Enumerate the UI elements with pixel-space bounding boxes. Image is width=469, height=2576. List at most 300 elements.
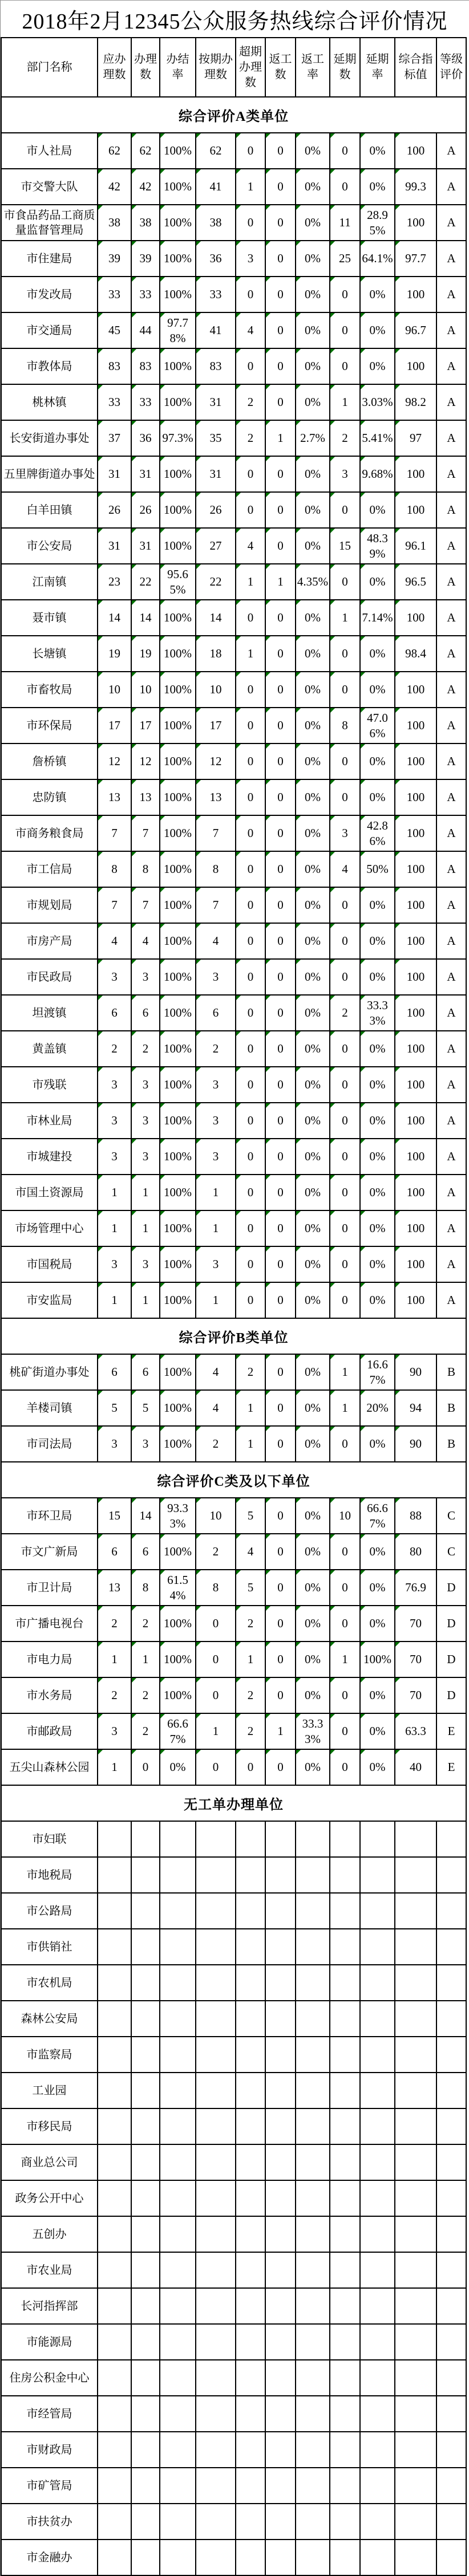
value-cell: 45 (98, 312, 131, 348)
green-triangle-icon (266, 529, 270, 533)
value-cell: 0% (296, 1210, 330, 1246)
green-triangle-icon (296, 385, 301, 389)
value-cell: 0 (265, 1246, 296, 1282)
value-cell: 100% (160, 1031, 196, 1067)
green-triangle-icon (236, 529, 241, 533)
value-cell: 6 (131, 1534, 160, 1570)
green-triangle-icon (296, 708, 301, 713)
green-triangle-icon (236, 924, 241, 928)
value-cell: 0% (360, 1749, 395, 1785)
green-triangle-icon (361, 1534, 365, 1539)
grade-cell: A (436, 851, 466, 887)
value-cell: 38 (98, 205, 131, 241)
value-cell: 100% (160, 1390, 196, 1426)
value-cell: 8 (196, 851, 236, 887)
value-cell: 0 (265, 851, 296, 887)
value-cell: 38 (196, 205, 236, 241)
grade-cell (436, 1857, 466, 1893)
green-triangle-icon (330, 421, 335, 425)
value-cell: 0% (360, 1713, 395, 1749)
table-row (1, 1282, 466, 1318)
value-cell: 4 (236, 528, 265, 564)
value-cell: 0% (296, 779, 330, 815)
value-cell (98, 2288, 131, 2324)
green-triangle-icon (98, 1678, 103, 1683)
value-cell: 0 (236, 492, 265, 528)
green-triangle-icon (132, 1427, 136, 1431)
value-cell: 0% (160, 1749, 196, 1785)
value-cell: 3 (98, 1103, 131, 1139)
value-cell (330, 1821, 360, 1857)
green-triangle-icon (236, 708, 241, 713)
value-cell (160, 2180, 196, 2216)
value-cell: 100% (160, 1210, 196, 1246)
value-cell: 36 (131, 420, 160, 456)
value-cell: 0% (360, 1426, 395, 1462)
value-cell (395, 2001, 436, 2037)
grade-cell (436, 2288, 466, 2324)
grade-cell: A (436, 420, 466, 456)
value-cell (160, 1929, 196, 1965)
value-cell: 17 (98, 708, 131, 743)
value-cell (265, 2360, 296, 2396)
value-cell (236, 2252, 265, 2288)
value-cell: 100% (160, 1642, 196, 1677)
value-cell (196, 1857, 236, 1893)
green-triangle-icon (98, 1103, 103, 1108)
value-cell (160, 2216, 196, 2252)
value-cell (160, 2252, 196, 2288)
table-row (1, 2108, 466, 2144)
green-triangle-icon (361, 780, 365, 785)
value-cell (160, 2108, 196, 2144)
green-triangle-icon (395, 1175, 400, 1180)
green-triangle-icon (361, 1283, 365, 1287)
green-triangle-icon (98, 1247, 103, 1252)
green-triangle-icon (236, 1103, 241, 1108)
grade-cell: E (436, 1749, 466, 1785)
green-triangle-icon (395, 313, 400, 318)
value-cell: 42 (98, 169, 131, 205)
green-triangle-icon (330, 313, 335, 318)
green-triangle-icon (296, 888, 301, 892)
table-row (1, 456, 466, 492)
value-cell (160, 1821, 196, 1857)
value-cell: 1 (236, 564, 265, 600)
department-cell: 市司法局 (1, 1426, 98, 1462)
department-cell: 市财政局 (1, 2432, 98, 2468)
value-cell: 0 (265, 1677, 296, 1713)
green-triangle-icon (361, 205, 365, 210)
green-triangle-icon (196, 852, 201, 856)
value-cell: 47.06% (360, 708, 395, 743)
green-triangle-icon (296, 1642, 301, 1647)
value-cell: 3 (196, 1246, 236, 1282)
value-cell: 12 (98, 743, 131, 779)
green-triangle-icon (361, 1391, 365, 1395)
value-cell: 0 (236, 779, 265, 815)
value-cell: 95.65% (160, 564, 196, 600)
value-cell: 100 (395, 1175, 436, 1210)
value-cell: 0 (265, 133, 296, 169)
value-cell: 1 (236, 1642, 265, 1677)
green-triangle-icon (266, 1031, 270, 1036)
department-cell: 市广播电视台 (1, 1606, 98, 1642)
green-triangle-icon (160, 457, 165, 461)
green-triangle-icon (296, 600, 301, 605)
green-triangle-icon (296, 1031, 301, 1036)
value-cell (265, 1965, 296, 2001)
column-header: 按期办理数 (196, 38, 236, 97)
green-triangle-icon (395, 1355, 400, 1359)
value-cell: 0% (360, 1103, 395, 1139)
value-cell: 0% (296, 528, 330, 564)
value-cell: 7 (131, 815, 160, 851)
evaluation-table (1, 37, 467, 2576)
green-triangle-icon (395, 780, 400, 785)
table-row (1, 1031, 466, 1067)
green-triangle-icon (361, 1678, 365, 1683)
green-triangle-icon (196, 133, 201, 138)
green-triangle-icon (296, 1103, 301, 1108)
value-cell: 0 (265, 995, 296, 1031)
section-header: 综合评价C类及以下单位 (1, 1462, 466, 1498)
green-triangle-icon (132, 816, 136, 820)
table-row (1, 1749, 466, 1785)
department-cell: 市妇联 (1, 1821, 98, 1857)
green-triangle-icon (361, 529, 365, 533)
section-header-row (1, 97, 466, 133)
value-cell: 4 (236, 312, 265, 348)
value-cell: 0% (360, 1677, 395, 1713)
department-cell: 市公安局 (1, 528, 98, 564)
value-cell (330, 2216, 360, 2252)
value-cell: 0% (296, 743, 330, 779)
value-cell: 42.86% (360, 815, 395, 851)
green-triangle-icon (98, 1283, 103, 1287)
green-triangle-icon (98, 924, 103, 928)
grade-cell: A (436, 312, 466, 348)
value-cell: 0 (131, 1749, 160, 1785)
value-cell: 0 (265, 1570, 296, 1606)
green-triangle-icon (296, 636, 301, 641)
value-cell: 0% (296, 241, 330, 277)
green-triangle-icon (361, 852, 365, 856)
value-cell: 0% (296, 672, 330, 708)
green-triangle-icon (395, 349, 400, 354)
value-cell: 0 (330, 1677, 360, 1713)
green-triangle-icon (266, 1139, 270, 1144)
table-row (1, 2432, 466, 2468)
value-cell (236, 2540, 265, 2575)
department-cell: 詹桥镇 (1, 743, 98, 779)
value-cell: 100% (160, 923, 196, 959)
green-triangle-icon (361, 600, 365, 605)
green-triangle-icon (98, 1534, 103, 1539)
value-cell (395, 2037, 436, 2073)
green-triangle-icon (160, 1391, 165, 1395)
green-triangle-icon (196, 1211, 201, 1216)
value-cell (395, 1929, 436, 1965)
green-triangle-icon (132, 241, 136, 246)
green-triangle-icon (132, 924, 136, 928)
value-cell: 13 (98, 779, 131, 815)
value-cell: 0% (296, 1498, 330, 1534)
green-triangle-icon (98, 241, 103, 246)
value-cell (296, 1857, 330, 1893)
green-triangle-icon (395, 888, 400, 892)
grade-cell (436, 2540, 466, 2575)
value-cell: 0 (236, 1139, 265, 1175)
green-triangle-icon (330, 1427, 335, 1431)
value-cell: 26 (196, 492, 236, 528)
value-cell: 33 (131, 384, 160, 420)
value-cell (360, 2468, 395, 2504)
value-cell: 0 (265, 636, 296, 672)
value-cell (196, 2504, 236, 2540)
grade-cell: A (436, 1282, 466, 1318)
green-triangle-icon (236, 457, 241, 461)
value-cell: 96.7 (395, 312, 436, 348)
value-cell: 42 (131, 169, 160, 205)
value-cell: 0% (360, 779, 395, 815)
value-cell (98, 2360, 131, 2396)
green-triangle-icon (361, 1175, 365, 1180)
value-cell (236, 2001, 265, 2037)
table-row (1, 1857, 466, 1893)
green-triangle-icon (196, 708, 201, 713)
value-cell: 0 (265, 959, 296, 995)
green-triangle-icon (395, 1678, 400, 1683)
value-cell: 31 (98, 456, 131, 492)
value-cell: 0% (296, 1354, 330, 1390)
value-cell: 100% (160, 205, 196, 241)
value-cell: 100% (160, 1103, 196, 1139)
value-cell (395, 1821, 436, 1857)
green-triangle-icon (395, 1642, 400, 1647)
green-triangle-icon (132, 133, 136, 138)
value-cell (131, 2252, 160, 2288)
value-cell: 97 (395, 420, 436, 456)
value-cell (296, 2144, 330, 2180)
value-cell: 0% (296, 1103, 330, 1139)
value-cell: 100 (395, 708, 436, 743)
value-cell: 1 (236, 1390, 265, 1426)
green-triangle-icon (196, 1247, 201, 1252)
green-triangle-icon (160, 996, 165, 1000)
department-cell: 市电力局 (1, 1642, 98, 1677)
table-row (1, 2180, 466, 2216)
value-cell: 0% (296, 312, 330, 348)
value-cell: 7.14% (360, 600, 395, 636)
green-triangle-icon (361, 960, 365, 964)
green-triangle-icon (395, 924, 400, 928)
green-triangle-icon (361, 349, 365, 354)
green-triangle-icon (395, 1498, 400, 1503)
department-cell: 黄盖镇 (1, 1031, 98, 1067)
green-triangle-icon (296, 241, 301, 246)
green-triangle-icon (330, 241, 335, 246)
green-triangle-icon (266, 349, 270, 354)
table-row (1, 528, 466, 564)
value-cell (131, 2108, 160, 2144)
green-triangle-icon (395, 1103, 400, 1108)
value-cell: 61.54% (160, 1570, 196, 1606)
green-triangle-icon (132, 1067, 136, 1072)
value-cell (160, 1893, 196, 1929)
value-cell: 70 (395, 1606, 436, 1642)
green-triangle-icon (330, 1139, 335, 1144)
green-triangle-icon (266, 1642, 270, 1647)
green-triangle-icon (196, 1714, 201, 1718)
green-triangle-icon (395, 636, 400, 641)
green-triangle-icon (160, 816, 165, 820)
green-triangle-icon (160, 852, 165, 856)
green-triangle-icon (132, 493, 136, 497)
green-triangle-icon (98, 457, 103, 461)
green-triangle-icon (98, 600, 103, 605)
column-header: 超期办理数 (236, 38, 265, 97)
value-cell: 26 (131, 492, 160, 528)
value-cell: 0 (330, 1534, 360, 1570)
value-cell: 100 (395, 815, 436, 851)
section-header: 无工单办理单位 (1, 1785, 466, 1821)
green-triangle-icon (98, 780, 103, 785)
value-cell (196, 2144, 236, 2180)
grade-cell: A (436, 1210, 466, 1246)
value-cell (265, 2144, 296, 2180)
department-cell: 市公路局 (1, 1893, 98, 1929)
department-cell: 市残联 (1, 1067, 98, 1103)
value-cell (98, 1965, 131, 2001)
value-cell: 10 (196, 1498, 236, 1534)
green-triangle-icon (266, 169, 270, 174)
value-cell (296, 2108, 330, 2144)
green-triangle-icon (236, 636, 241, 641)
value-cell (330, 1893, 360, 1929)
green-triangle-icon (132, 960, 136, 964)
value-cell: 5 (98, 1390, 131, 1426)
value-cell: 100% (160, 1246, 196, 1282)
green-triangle-icon (395, 1247, 400, 1252)
value-cell (395, 2324, 436, 2360)
green-triangle-icon (266, 457, 270, 461)
green-triangle-icon (266, 1570, 270, 1575)
green-triangle-icon (196, 1606, 201, 1611)
value-cell: 11 (330, 205, 360, 241)
value-cell (330, 2144, 360, 2180)
green-triangle-icon (236, 960, 241, 964)
green-triangle-icon (160, 1247, 165, 1252)
value-cell: 100% (160, 169, 196, 205)
green-triangle-icon (160, 1355, 165, 1359)
table-row (1, 2504, 466, 2540)
value-cell: 93.33% (160, 1498, 196, 1534)
grade-cell (436, 2504, 466, 2540)
value-cell: 0% (296, 1282, 330, 1318)
value-cell: 100 (395, 959, 436, 995)
grade-cell: A (436, 169, 466, 205)
green-triangle-icon (361, 888, 365, 892)
green-triangle-icon (196, 564, 201, 569)
value-cell: 0 (330, 779, 360, 815)
green-triangle-icon (132, 421, 136, 425)
green-triangle-icon (266, 1103, 270, 1108)
green-triangle-icon (236, 744, 241, 749)
value-cell: 6 (98, 1534, 131, 1570)
value-cell: 2.7% (296, 420, 330, 456)
value-cell: 0 (265, 1031, 296, 1067)
green-triangle-icon (98, 1606, 103, 1611)
value-cell: 19 (98, 636, 131, 672)
value-cell (236, 2504, 265, 2540)
grade-cell: A (436, 1175, 466, 1210)
value-cell: 0 (330, 1713, 360, 1749)
green-triangle-icon (160, 1283, 165, 1287)
green-triangle-icon (160, 313, 165, 318)
green-triangle-icon (236, 1678, 241, 1683)
value-cell: 0 (196, 1606, 236, 1642)
grade-cell: D (436, 1642, 466, 1677)
green-triangle-icon (98, 1211, 103, 1216)
value-cell: 0% (296, 600, 330, 636)
grade-cell: A (436, 205, 466, 241)
green-triangle-icon (160, 888, 165, 892)
green-triangle-icon (132, 1355, 136, 1359)
value-cell (360, 1965, 395, 2001)
grade-cell: A (436, 959, 466, 995)
green-triangle-icon (296, 205, 301, 210)
value-cell: 1 (330, 1642, 360, 1677)
value-cell: 70 (395, 1642, 436, 1677)
value-cell: 0 (330, 887, 360, 923)
value-cell: 100 (395, 1139, 436, 1175)
green-triangle-icon (330, 1103, 335, 1108)
value-cell (265, 2288, 296, 2324)
value-cell: 0% (360, 348, 395, 384)
value-cell (160, 2073, 196, 2108)
green-triangle-icon (395, 1606, 400, 1611)
value-cell: 100% (160, 528, 196, 564)
value-cell: 0% (296, 205, 330, 241)
green-triangle-icon (98, 1139, 103, 1144)
value-cell: 96.5 (395, 564, 436, 600)
department-cell: 市供销社 (1, 1929, 98, 1965)
value-cell: 0 (236, 672, 265, 708)
value-cell (296, 2540, 330, 2575)
department-cell: 市国土资源局 (1, 1175, 98, 1210)
value-cell (196, 2001, 236, 2037)
value-cell (395, 2073, 436, 2108)
green-triangle-icon (98, 133, 103, 138)
grade-cell: A (436, 636, 466, 672)
table-row (1, 1103, 466, 1139)
green-triangle-icon (236, 780, 241, 785)
green-triangle-icon (330, 1570, 335, 1575)
green-triangle-icon (330, 564, 335, 569)
value-cell: 100% (160, 1677, 196, 1713)
value-cell: 26 (98, 492, 131, 528)
value-cell (395, 2504, 436, 2540)
value-cell (265, 2216, 296, 2252)
value-cell (131, 1893, 160, 1929)
department-cell: 市国税局 (1, 1246, 98, 1282)
value-cell (236, 2360, 265, 2396)
green-triangle-icon (361, 493, 365, 497)
green-triangle-icon (98, 672, 103, 677)
table-row (1, 2288, 466, 2324)
value-cell: 0% (360, 1606, 395, 1642)
